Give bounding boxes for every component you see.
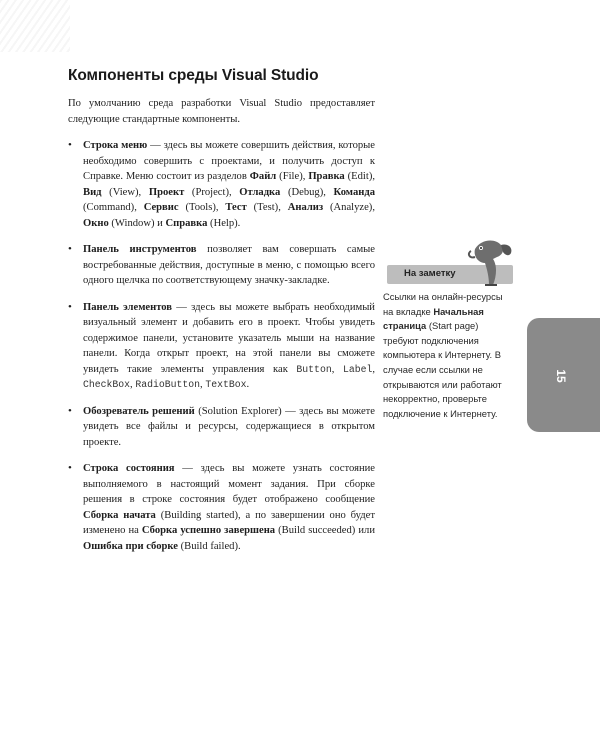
control-name: Button: [296, 363, 332, 375]
control-name: TextBox: [205, 379, 247, 390]
menu-english: (File),: [276, 171, 309, 182]
menu-english: (Analyze),: [323, 202, 375, 213]
note-title: На заметку: [404, 268, 456, 279]
menu-english: (Command),: [83, 202, 144, 213]
menu-name: Окно: [83, 217, 109, 229]
menu-english: (Edit),: [344, 171, 375, 182]
menu-english: (Project),: [184, 186, 240, 198]
description: (Building started), а по завершении оно будет изменено на: [83, 509, 375, 536]
bullet-icon: •: [68, 404, 72, 417]
menu-name: Анализ: [287, 202, 324, 213]
description: (Build succeeded) или: [275, 525, 375, 536]
menu-english: (Help).: [207, 217, 241, 229]
menu-name: Отладка: [239, 186, 281, 198]
menu-name: Проект: [148, 186, 185, 198]
note-text: Ссылки на онлайн-ресурсы на вкладке: [383, 291, 503, 317]
note-header: [387, 265, 513, 284]
menu-english: (Tools),: [178, 202, 226, 213]
list-item-solution-explorer: [68, 404, 375, 451]
menu-english: (Window) и: [108, 217, 166, 229]
note-body: [383, 290, 507, 421]
menu-name: Тест: [225, 202, 247, 213]
menu-name: Правка: [308, 171, 345, 182]
menu-name: Команда: [333, 186, 375, 198]
term: Панель элементов: [83, 301, 173, 313]
menu-name: Справка: [165, 217, 208, 229]
menu-name: Сервис: [143, 202, 179, 213]
list-item-toolbox: • Панель элементов — здесь вы можете выбрать необходимый визуальный элемент и добавить его в проект. Чтобы увидеть содержимое панели, установите указатель мыши на название панели. Когда открыт проект, на этой панели вы сможете увидеть такие элементы управления как Button, Label, CheckBox, RadioButton, TextBox.: [68, 300, 375, 390]
description: (Build failed).: [177, 540, 241, 552]
menu-english: (Test),: [246, 202, 288, 213]
note-bold-text: Начальная страница: [383, 305, 484, 332]
chapter-number: 15: [554, 369, 568, 383]
menu-name: Файл: [249, 171, 277, 182]
menu-english: (View),: [101, 186, 149, 198]
term: Панель инструментов: [83, 244, 197, 255]
section-heading: Компоненты среды Visual Studio: [68, 67, 319, 84]
list-item-status-bar: [68, 461, 375, 554]
note-text: (Start page) требуют подключения компьютера к Интернету. В случае если ссылки не открываются или работают некорректно, проверьте подключение к Интернету.: [383, 320, 502, 419]
sidebar-note: [383, 240, 513, 421]
list-item-toolbar: [68, 242, 375, 289]
menu-english: (Debug),: [280, 186, 334, 198]
description: — здесь вы можете выбрать необходимый визуальный элемент и добавить его в проект. Чтобы увидеть содержимое панели, установите указатель мыши на название панели. Когда открыт проект, на этой панели вы сможете увидеть такие элементы управления как: [83, 301, 375, 375]
list-item-menu-bar: [68, 138, 375, 231]
corner-decoration: [0, 0, 70, 52]
term: Строка меню: [83, 140, 148, 151]
status-message: Ошибка при сборке: [83, 540, 178, 552]
term: Строка состояния: [83, 463, 175, 474]
description: (Solution Explorer) — здесь вы можете увидеть все файлы и ресурсы, содержащиеся в открытом проекте.: [83, 405, 375, 448]
status-message: Сборка успешно завершена: [141, 525, 276, 536]
description: — здесь вы можете совершить действия, которые необходимо совершить с проектами, и получить доступ к Справке. Меню состоит из разделов: [83, 140, 375, 182]
menu-name: Вид: [83, 186, 102, 198]
term: Обозреватель решений: [83, 405, 195, 417]
description-tail: .: [246, 379, 250, 390]
bullet-icon: •: [68, 139, 72, 151]
control-name: CheckBox: [83, 379, 131, 390]
mascot-icon: [467, 235, 517, 289]
chapter-tab: [527, 318, 600, 432]
main-column: [68, 96, 375, 565]
bullet-icon: •: [68, 243, 72, 255]
description: — здесь вы можете узнать состояние выполняемого в настоящий момент задания. При сборке решения в строке состояния будет отображено сообщение: [83, 463, 375, 505]
bullet-icon: •: [68, 462, 72, 474]
status-message: Сборка начата: [83, 509, 156, 521]
control-name: Label: [342, 363, 373, 375]
intro-paragraph: По умолчанию среда разработки Visual Studio предоставляет следующие стандартные компоненты.: [68, 98, 375, 125]
bullet-icon: •: [68, 300, 72, 313]
control-name: RadioButton: [135, 379, 201, 390]
description: позволяет вам совершать самые востребованные действия, доступные в меню, с помощью всего одного щелчка по соответствующему значку-закладке.: [83, 244, 375, 286]
